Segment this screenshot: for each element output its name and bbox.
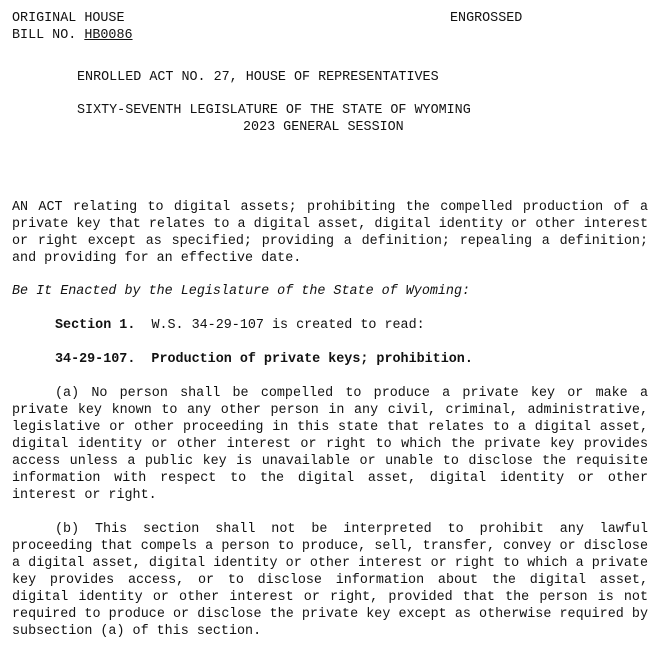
subsection-b: (b) This section shall not be interpreted to prohibit any lawful proceeding that compels a person to produce, sell, transfer, convey or disclose a digital asset, digital identity or other interest or right to which a private key provides access, or to disclose information about the digital asset, digital identity or other interest or right, provided that the person is not required to produce or disclose the private key except as otherwise required by subsection (a) of this section. <box>12 522 648 639</box>
bill-number-line <box>12 27 648 44</box>
enacting-clause: Be It Enacted by the Legislature of the State of Wyoming: <box>12 284 471 299</box>
section-1-label: Section 1. <box>55 318 136 333</box>
bill-origin: ORIGINAL HOUSE <box>12 11 125 26</box>
statute-heading: 34-29-107. Production of private keys; prohibition. <box>55 352 473 367</box>
session-line: 2023 GENERAL SESSION <box>243 120 404 135</box>
enrolled-act-line: ENROLLED ACT NO. 27, HOUSE OF REPRESENTATIVES <box>77 70 439 85</box>
bill-status: ENGROSSED <box>450 11 523 26</box>
bill-document <box>12 10 648 640</box>
bill-number-prefix: BILL NO. <box>12 28 85 43</box>
section-1-line <box>12 317 648 334</box>
bill-number: HB0086 <box>84 28 133 43</box>
bill-header-row <box>12 10 648 27</box>
subsection-a: (a) No person shall be compelled to produce a private key or make a private key known to any other person in any civil, criminal, administrative, legislative or other proceeding in this state that relates to a digital asset, digital identity or other interest or right to which the private key provides access unless a public key is unavailable or unable to disclose the requisite information with respect to the digital asset, digital identity or other interest or right. <box>12 386 648 503</box>
legislature-line: SIXTY-SEVENTH LEGISLATURE OF THE STATE OF WYOMING <box>77 103 471 118</box>
section-1-text: W.S. 34-29-107 is created to read: <box>151 318 425 333</box>
act-title-paragraph: AN ACT relating to digital assets; prohibiting the compelled production of a private key that relates to a digital asset, digital identity or other interest or right except as specified; providing a definition; repealing a definition; and providing for an effective date. <box>12 200 648 266</box>
